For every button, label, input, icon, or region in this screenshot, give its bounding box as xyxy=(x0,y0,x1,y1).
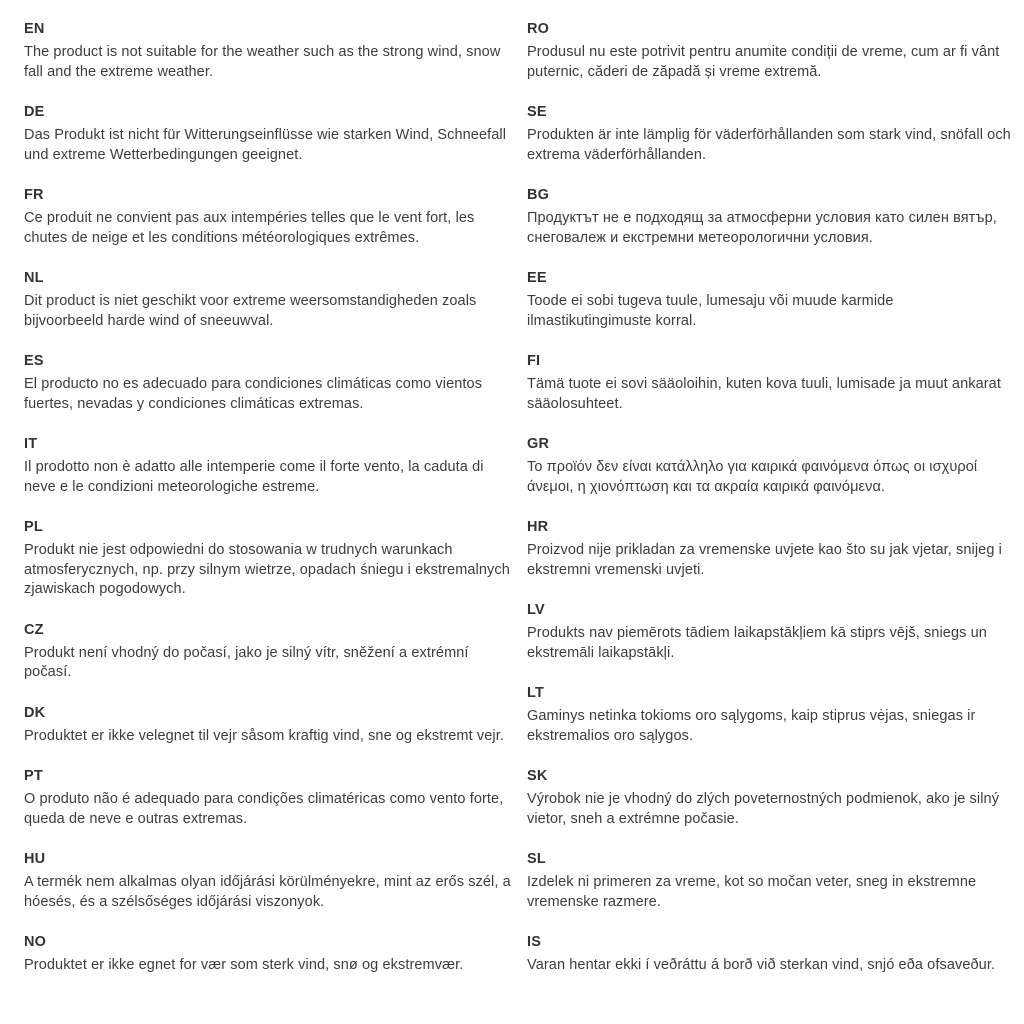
language-text: Ce produit ne convient pas aux intempéries telles que le vent fort, les chutes de neige et les conditions météorologiques extrêmes. xyxy=(24,210,475,246)
language-code: LT xyxy=(527,685,545,701)
language-text: Produsul nu este potrivit pentru anumite condiții de vreme, cum ar fi vânt puternic, căderi de zăpadă și vreme extremă. xyxy=(527,44,1000,80)
language-text: Dit product is niet geschikt voor extreme weersomstandigheden zoals bijvoorbeeld harde wind of sneeuwval. xyxy=(24,293,477,329)
language-block-sk xyxy=(527,767,1016,829)
left-column xyxy=(24,20,513,1024)
language-block-bg xyxy=(527,186,1016,248)
language-text: Produktet er ikke egnet for vær som sterk vind, snø og ekstremvær. xyxy=(24,957,464,973)
language-text: Izdelek ni primeren za vreme, kot so močan veter, sneg in ekstremne vremenske razmere. xyxy=(527,874,977,910)
language-block-pl xyxy=(24,518,513,600)
language-text: Gaminys netinka tokioms oro sąlygoms, kaip stiprus vėjas, sniegas ir ekstremalios oro sąlygos. xyxy=(527,708,976,744)
language-code: PT xyxy=(24,768,43,784)
language-block-hr xyxy=(527,518,1016,580)
language-text: Produktet er ikke velegnet til vejr såsom kraftig vind, sne og ekstremt vejr. xyxy=(24,727,504,744)
language-block-is xyxy=(527,933,1016,976)
language-block-fr xyxy=(24,186,513,248)
language-block-pt xyxy=(24,767,513,829)
language-code: PL xyxy=(24,519,43,535)
language-text: Produkt není vhodný do počasí, jako je silný vítr, sněžení a extrémní počasí. xyxy=(24,644,469,680)
language-block-cz xyxy=(24,621,513,683)
language-code: BG xyxy=(527,187,550,203)
language-block-dk xyxy=(24,704,513,747)
language-code: FR xyxy=(24,187,44,203)
language-text: El producto no es adecuado para condiciones climáticas como vientos fuertes, nevadas y condiciones climáticas extremas. xyxy=(24,376,483,412)
language-text: Produkten är inte lämplig för väderförhållanden som stark vind, snöfall och extrema väderförhållanden. xyxy=(527,127,1011,163)
language-code: IS xyxy=(527,934,542,950)
language-text: Το προϊόν δεν είναι κατάλληλο για καιρικά φαινόμενα όπως οι ισχυροί άνεμοι, η χιονόπτωση και τα ακραία καιρικά φαινόμενα. xyxy=(527,459,978,495)
language-block-es xyxy=(24,352,513,414)
language-text: Toode ei sobi tugeva tuule, lumesaju või muude karmide ilmastikutingimuste korral. xyxy=(527,293,894,329)
language-text: The product is not suitable for the weather such as the strong wind, snow fall and the extreme weather. xyxy=(24,44,501,80)
language-code: SK xyxy=(527,768,548,784)
language-block-de xyxy=(24,103,513,165)
language-block-lt xyxy=(527,684,1016,746)
language-block-nl xyxy=(24,269,513,331)
language-code: HU xyxy=(24,851,46,867)
language-block-it xyxy=(24,435,513,497)
language-block-gr xyxy=(527,435,1016,497)
language-code: SL xyxy=(527,851,546,867)
language-code: RO xyxy=(527,21,550,37)
language-block-en xyxy=(24,20,513,82)
language-block-no xyxy=(24,933,513,976)
language-text: Varan hentar ekki í veðráttu á borð við sterkan vind, snjó eða ofsaveður. xyxy=(527,957,996,973)
language-code: NL xyxy=(24,270,44,286)
language-text: Das Produkt ist nicht für Witterungseinflüsse wie starken Wind, Schneefall und extreme Wetterbedingungen geeignet. xyxy=(24,127,507,163)
language-block-lv xyxy=(527,601,1016,663)
language-code: DE xyxy=(24,104,45,120)
language-text: Výrobok nie je vhodný do zlých poveternostných podmienok, ako je silný vietor, sneh a extrémne počasie. xyxy=(527,791,1000,827)
right-column xyxy=(527,20,1016,1024)
language-code: LV xyxy=(527,602,545,618)
language-code: HR xyxy=(527,519,549,535)
language-text: O produto não é adequado para condições climatéricas como vento forte, queda de neve e outras extremas. xyxy=(24,791,504,827)
language-code: EN xyxy=(24,21,45,37)
language-text: A termék nem alkalmas olyan időjárási körülményekre, mint az erős szél, a hóesés, és a szélsőséges időjárási viszonyok. xyxy=(24,874,511,910)
language-code: FI xyxy=(527,353,541,369)
language-text: Produkts nav piemērots tādiem laikapstākļiem kā stiprs vējš, sniegs un ekstremāli laikapstākļi. xyxy=(527,625,987,661)
language-text: Продуктът не е подходящ за атмосферни условия като силен вятър, снеговалеж и екстремни метеорологични условия. xyxy=(527,210,997,246)
language-block-ro xyxy=(527,20,1016,82)
language-block-hu xyxy=(24,850,513,912)
language-text: Tämä tuote ei sovi sääoloihin, kuten kova tuuli, lumisade ja muut ankarat sääolosuhteet. xyxy=(527,376,1001,412)
language-code: ES xyxy=(24,353,44,369)
language-code: DK xyxy=(24,704,46,721)
language-text: Produkt nie jest odpowiedni do stosowania w trudnych warunkach atmosferycznych, np. przy silnym wietrze, opadach śniegu i ekstremalnych zjawiskach pogodowych. xyxy=(24,542,510,597)
language-code: CZ xyxy=(24,621,44,638)
language-block-fi xyxy=(527,352,1016,414)
language-block-ee xyxy=(527,269,1016,331)
language-block-se xyxy=(527,103,1016,165)
language-block-sl xyxy=(527,850,1016,912)
language-code: NO xyxy=(24,934,47,950)
language-code: SE xyxy=(527,104,547,120)
language-code: IT xyxy=(24,436,38,452)
language-code: EE xyxy=(527,270,547,286)
language-text: Il prodotto non è adatto alle intemperie come il forte vento, la caduta di neve e le condizioni meteorologiche estreme. xyxy=(24,459,484,495)
language-text: Proizvod nije prikladan za vremenske uvjete kao što su jak vjetar, snijeg i ekstremni vremenski uvjeti. xyxy=(527,542,1002,578)
language-code: GR xyxy=(527,436,550,452)
